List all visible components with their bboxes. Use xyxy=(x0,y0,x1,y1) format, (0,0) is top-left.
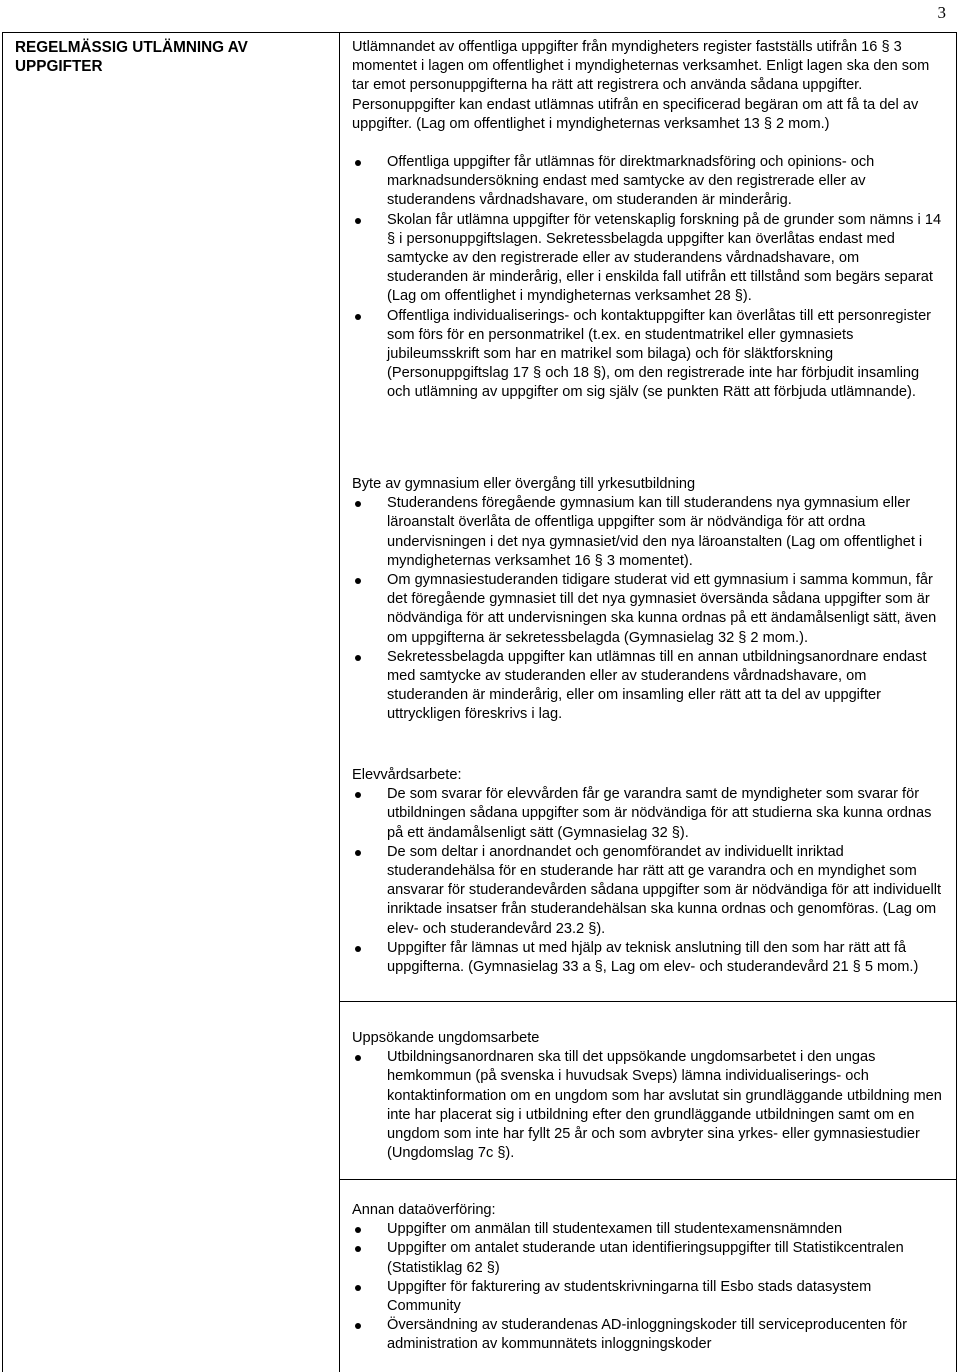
bullet-icon xyxy=(355,578,361,584)
annan-title: Annan dataöverföring: xyxy=(352,1202,496,1218)
list-item xyxy=(352,1316,942,1354)
list-item-text: Uppgifter får lämnas ut med hjälp av teknisk anslutning till den som har rätt att få uppgifterna. (Gymnasielag 33 a §, Lag om elev- och studerandevård 21 § 5 mom.) xyxy=(387,939,919,976)
bullet-icon xyxy=(355,1285,361,1291)
list-item-text: Om gymnasiestuderanden tidigare studerat vid ett gymnasium i samma kommun, får det föregående gymnasiet till det nya gymnasiet översända sådana uppgifter som är nödvändiga för att undervisningen ska kunna ordnas på ett ändamålsenligt sätt, även om uppgifterna är sekretessbelagda (Gymnasielag 32 § 2 mom.). xyxy=(387,572,937,646)
list-item-text: Uppgifter för fakturering av studentskrivningarna till Esbo stads datasystem Community xyxy=(387,1278,872,1315)
bullet-icon xyxy=(355,160,361,166)
intro-paragraph: Utlämnandet av offentliga uppgifter från myndigheters register fastställs utifrån 16 § 3 momentet i lagen om offentlighet i myndigheternas verksamhet. Enligt lagen ska den som tar emot personuppgifterna ha rätt att registrera och använda sådana uppgifter. Personuppgifter kan endast utlämnas utifrån en specificerad begäran om att få ta del av uppgifter. (Lag om offentlighet i myndigheternas verksamhet 13 § 2 mom.) xyxy=(352,39,930,132)
bullet-icon xyxy=(355,1246,361,1252)
bullet-icon xyxy=(355,314,361,320)
row-divider xyxy=(340,1001,957,1002)
elevvard-title: Elevvårdsarbete: xyxy=(352,767,462,783)
bullet-icon xyxy=(355,218,361,224)
list-item xyxy=(352,1278,942,1316)
content-cell xyxy=(340,33,957,1372)
bullet-icon xyxy=(355,1323,361,1329)
annan-section xyxy=(352,1201,942,1355)
bullet-icon xyxy=(355,655,361,661)
bullet-icon xyxy=(355,850,361,856)
list-item xyxy=(352,571,942,648)
bullet-icon xyxy=(355,946,361,952)
document-table xyxy=(2,32,957,1372)
list-item-text: Offentliga uppgifter får utlämnas för direktmarknadsföring och opinions- och marknadsundersökning endast med samtycke av den registrerade eller av studerandens vårdnadshavare, om studeranden är minderårig. xyxy=(387,154,875,209)
uppsokande-title: Uppsökande ungdomsarbete xyxy=(352,1030,540,1046)
elevvard-bullet-list xyxy=(352,785,942,977)
list-item xyxy=(352,1239,942,1277)
list-item xyxy=(352,1220,942,1239)
list-item xyxy=(352,494,942,571)
bullet-icon xyxy=(355,1055,361,1061)
bullet-icon xyxy=(355,501,361,507)
list-item xyxy=(352,307,942,403)
row-divider xyxy=(340,1179,957,1180)
list-item xyxy=(352,785,942,843)
uppsokande-section xyxy=(352,1029,942,1163)
list-item-text: Uppgifter om antalet studerande utan identifieringsuppgifter till Statistikcentralen (Statistiklag 62 §) xyxy=(387,1240,904,1276)
byte-bullet-list xyxy=(352,494,942,724)
list-item-text: Uppgifter om anmälan till studentexamen till studentexamensnämnden xyxy=(387,1221,843,1238)
uppsokande-bullet-list xyxy=(352,1048,942,1163)
page-number: 3 xyxy=(937,3,946,22)
bullet-icon xyxy=(355,792,361,798)
list-item xyxy=(352,843,942,939)
list-item-text: De som deltar i anordnandet och genomförandet av individuellt inriktad studerandehälsa för en studerande har rätt att ge varandra och en myndighet som ansvarar för studerandevården sådana uppgifter som är nödvändiga för att individuellt inriktade insatser från studerandehälsan ska kunna ordnas och genomföras. (Lag om elev- och studerandevård 23.2 §). xyxy=(387,843,942,937)
list-item-text: Sekretessbelagda uppgifter kan utlämnas till en annan utbildningsanordnare endast med samtycke av studeranden eller av studerandens vårdnadshavare, om studeranden är minderårig, eller om insamling eller rätt att ta del av uppgifter uttryckligen föreskrivs i lag. xyxy=(387,648,927,723)
byte-title: Byte av gymnasium eller övergång till yrkesutbildning xyxy=(352,476,696,492)
list-item-text: De som svarar för elevvården får ge varandra samt de myndigheter som svarar för utbildningen sådana uppgifter som är nödvändiga för att studierna ska kunna ordnas på ett ändamålsenligt sätt (Gymnasielag 32 §). xyxy=(387,786,932,841)
elevvard-section xyxy=(352,766,942,977)
list-item xyxy=(352,648,942,725)
heading-cell xyxy=(3,33,340,1372)
list-item xyxy=(352,211,942,307)
list-item-text: Studerandens föregående gymnasium kan till studerandens nya gymnasium eller läroanstalt överlåta de offentliga uppgifter som är nödvändiga för att ordna undervisningen i det nya gymnasiet/vid den nya läroanstalten (Lag om offentlighet i myndigheternas verksamhet 16 § 3 momentet). xyxy=(387,495,923,569)
bullet-icon xyxy=(355,1227,361,1233)
list-item-text: Offentliga individualiserings- och kontaktuppgifter kan överlåtas till ett personregister som förs för en personmatrikel (t.ex. en studentmatrikel eller gymnasiets jubileumsskrift som har en matrikel som bilaga) och för släktforskning (Personuppgiftslag 17 § och 18 §), om den registrerade inte har förbjudit insamling och utlämning av uppgifter om sig själv (se punkten Rätt att förbjuda utlämnande). xyxy=(387,307,932,401)
list-item xyxy=(352,153,942,211)
section-heading: REGELMÄSSIG UTLÄMNING AV UPPGIFTER xyxy=(15,39,248,75)
annan-bullet-list xyxy=(352,1220,942,1354)
list-item-text: Skolan får utlämna uppgifter för vetenskaplig forskning på de grunder som nämns i 14 § i personuppgiftslagen. Sekretessbelagda uppgifter kan överlåtas endast med samtycke av den registrerade eller av studerandens vårdnadshavare, om studeranden är minderårig, eller i enskilda fall utifrån ett tillstånd som begärs separat (Lag om offentlighet i myndigheternas verksamhet 28 §). xyxy=(387,211,942,305)
list-item xyxy=(352,939,942,977)
list-item xyxy=(352,1048,942,1163)
list-item-text: Utbildningsanordnaren ska till det uppsökande ungdomsarbetet i den ungas hemkommun (på svenska i huvudsak Sveps) lämna individualiserings- och kontaktinformation om en ungdom som har avslutat sin grundläggande utbildning men inte har placerat sig i utbildning efter den grundläggande utbildningen samt om en ungdom som inte har fyllt 25 år och som avbryter sina yrkes- eller gymnasiestudier (Ungdomslag 7c §). xyxy=(387,1049,942,1162)
byte-section xyxy=(352,475,942,725)
intro-bullet-list xyxy=(352,153,942,403)
list-item-text: Översändning av studerandenas AD-inloggningskoder till serviceproducenten för administration av kommunnätets inloggningskoder xyxy=(387,1317,908,1353)
intro-section xyxy=(352,38,942,403)
